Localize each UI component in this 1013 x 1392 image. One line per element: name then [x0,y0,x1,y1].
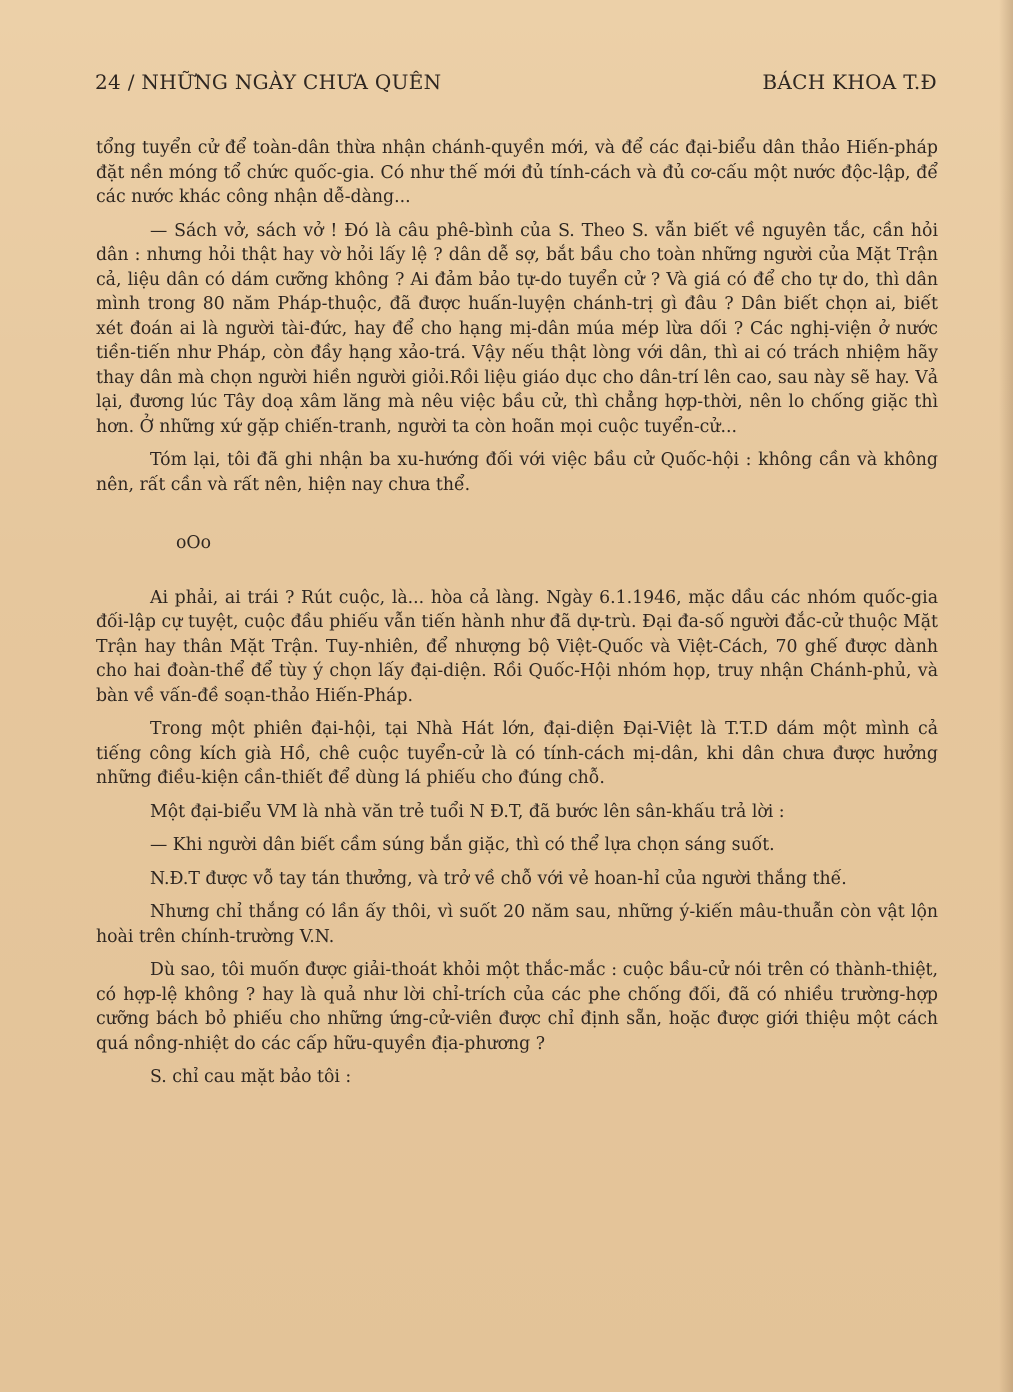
paragraph: Trong một phiên đại-hội, tại Nhà Hát lớn, đại-diện Đại-Việt là T.T.D dám một mình cả tiếng công kích già Hồ, chê cuộc tuyển-cử là có tính-cách mị-dân, khi dân chưa được hưởng những điều-kiện cần-thiết để dùng lá phiếu cho đúng chỗ. [96,719,938,788]
header-page-title: 24 / NHỮNG NGÀY CHƯA QUÊN [95,70,442,94]
header-publication: BÁCH KHOA T.Đ [762,70,937,94]
paragraph: Ai phải, ai trái ? Rút cuộc, là... hòa cả làng. Ngày 6.1.1946, mặc dầu các nhóm quốc-gia đối-lập cự tuyệt, cuộc đầu phiếu vẫn tiến hành như đã dự-trù. Đại đa-số người đắc-cử thuộc Mặt Trận hay thân Mặt Trận. Tuy-nhiên, để nhượng bộ Việt-Quốc và Việt-Cách, 70 ghế được dành cho hai đoàn-thể để tùy ý chọn lấy đại-diện. Rồi Quốc-Hội nhóm họp, truy nhận Chánh-phủ, và bàn về vấn-đề soạn-thảo Hiến-Pháp. [96,587,938,706]
paragraph: N.Đ.T được vỗ tay tán thưởng, và trở về chỗ với vẻ hoan-hỉ của người thắng thế. [150,868,847,889]
page-edge-shadow [999,0,1013,1392]
paragraph: S. chỉ cau mặt bảo tôi : [150,1067,352,1087]
paragraph: Dù sao, tôi muốn được giải-thoát khỏi một thắc-mắc : cuộc bầu-cử nói trên có thành-thiệt, có hợp-lệ không ? hay là quả như lời chỉ-trích của các phe chống đối, đã có nhiều trường-hợp cưỡng bách bỏ phiếu cho những ứng-cử-viên được chỉ định sẵn, hoặc được giới thiệu một cách quá nồng-nhiệt do các cấp hữu-quyền địa-phương ? [96,960,938,1054]
running-header [95,70,937,100]
paragraph: tổng tuyển cử để toàn-dân thừa nhận chánh-quyền mới, và để các đại-biểu dân thảo Hiến-pháp đặt nền móng tổ chức quốc-gia. Có như thế mới đủ tính-cách và đủ cơ-cấu một nước độc-lập, để các nước khác công nhận dễ-dàng... [96,138,938,207]
paragraph: — Sách vở, sách vở ! Đó là câu phê-bình của S. Theo S. vẫn biết về nguyên tắc, cần hỏi dân : nhưng hỏi thật hay vờ hỏi lấy lệ ? dân dễ sợ, bắt bầu cho toàn những người của Mặt Trận cả, liệu dân có dám cưỡng không ? Ai đảm bảo tự-do tuyển cử ? Và giá có để cho tự do, thì dân mình trong 80 năm Pháp-thuộc, đã được huấn-luyện chánh-trị gì đâu ? Dân biết chọn ai, biết xét đoán ai là người tài-đức, hay để cho hạng mị-dân múa mép lừa dối ? Các nghị-viện ở nước tiền-tiến như Pháp, còn đầy hạng xảo-trá. Vậy nếu thật lòng với dân, thì ai có trách nhiệm hãy thay dân mà chọn người hiền người giỏi.Rồi liệu giáo dục cho dân-trí lên cao, sau này sẽ hay. Vả lại, đương lúc Tây doạ xâm lăng mà nêu việc bầu cử, thì chẳng hợp-thời, nên lo chống giặc thì hơn. Ở những xứ gặp chiến-tranh, người ta còn hoãn mọi cuộc tuyển-cử... [96,220,938,437]
paragraph: Một đại-biểu VM là nhà văn trẻ tuổi N Đ.T, đã bước lên sân-khấu trả lời : [150,801,785,822]
page-body [96,136,938,1090]
section-divider: oOo [176,533,211,553]
paragraph: Tóm lại, tôi đã ghi nhận ba xu-hướng đối với việc bầu cử Quốc-hội : không cần và không nên, rất cần và rất nên, hiện nay chưa thể. [96,450,938,495]
paragraph: Nhưng chỉ thắng có lần ấy thôi, vì suốt 20 năm sau, những ý-kiến mâu-thuẫn còn vật lộn hoài trên chính-trường V.N. [96,902,938,947]
paragraph: — Khi người dân biết cầm súng bắn giặc, thì có thể lựa chọn sáng suốt. [150,835,775,855]
